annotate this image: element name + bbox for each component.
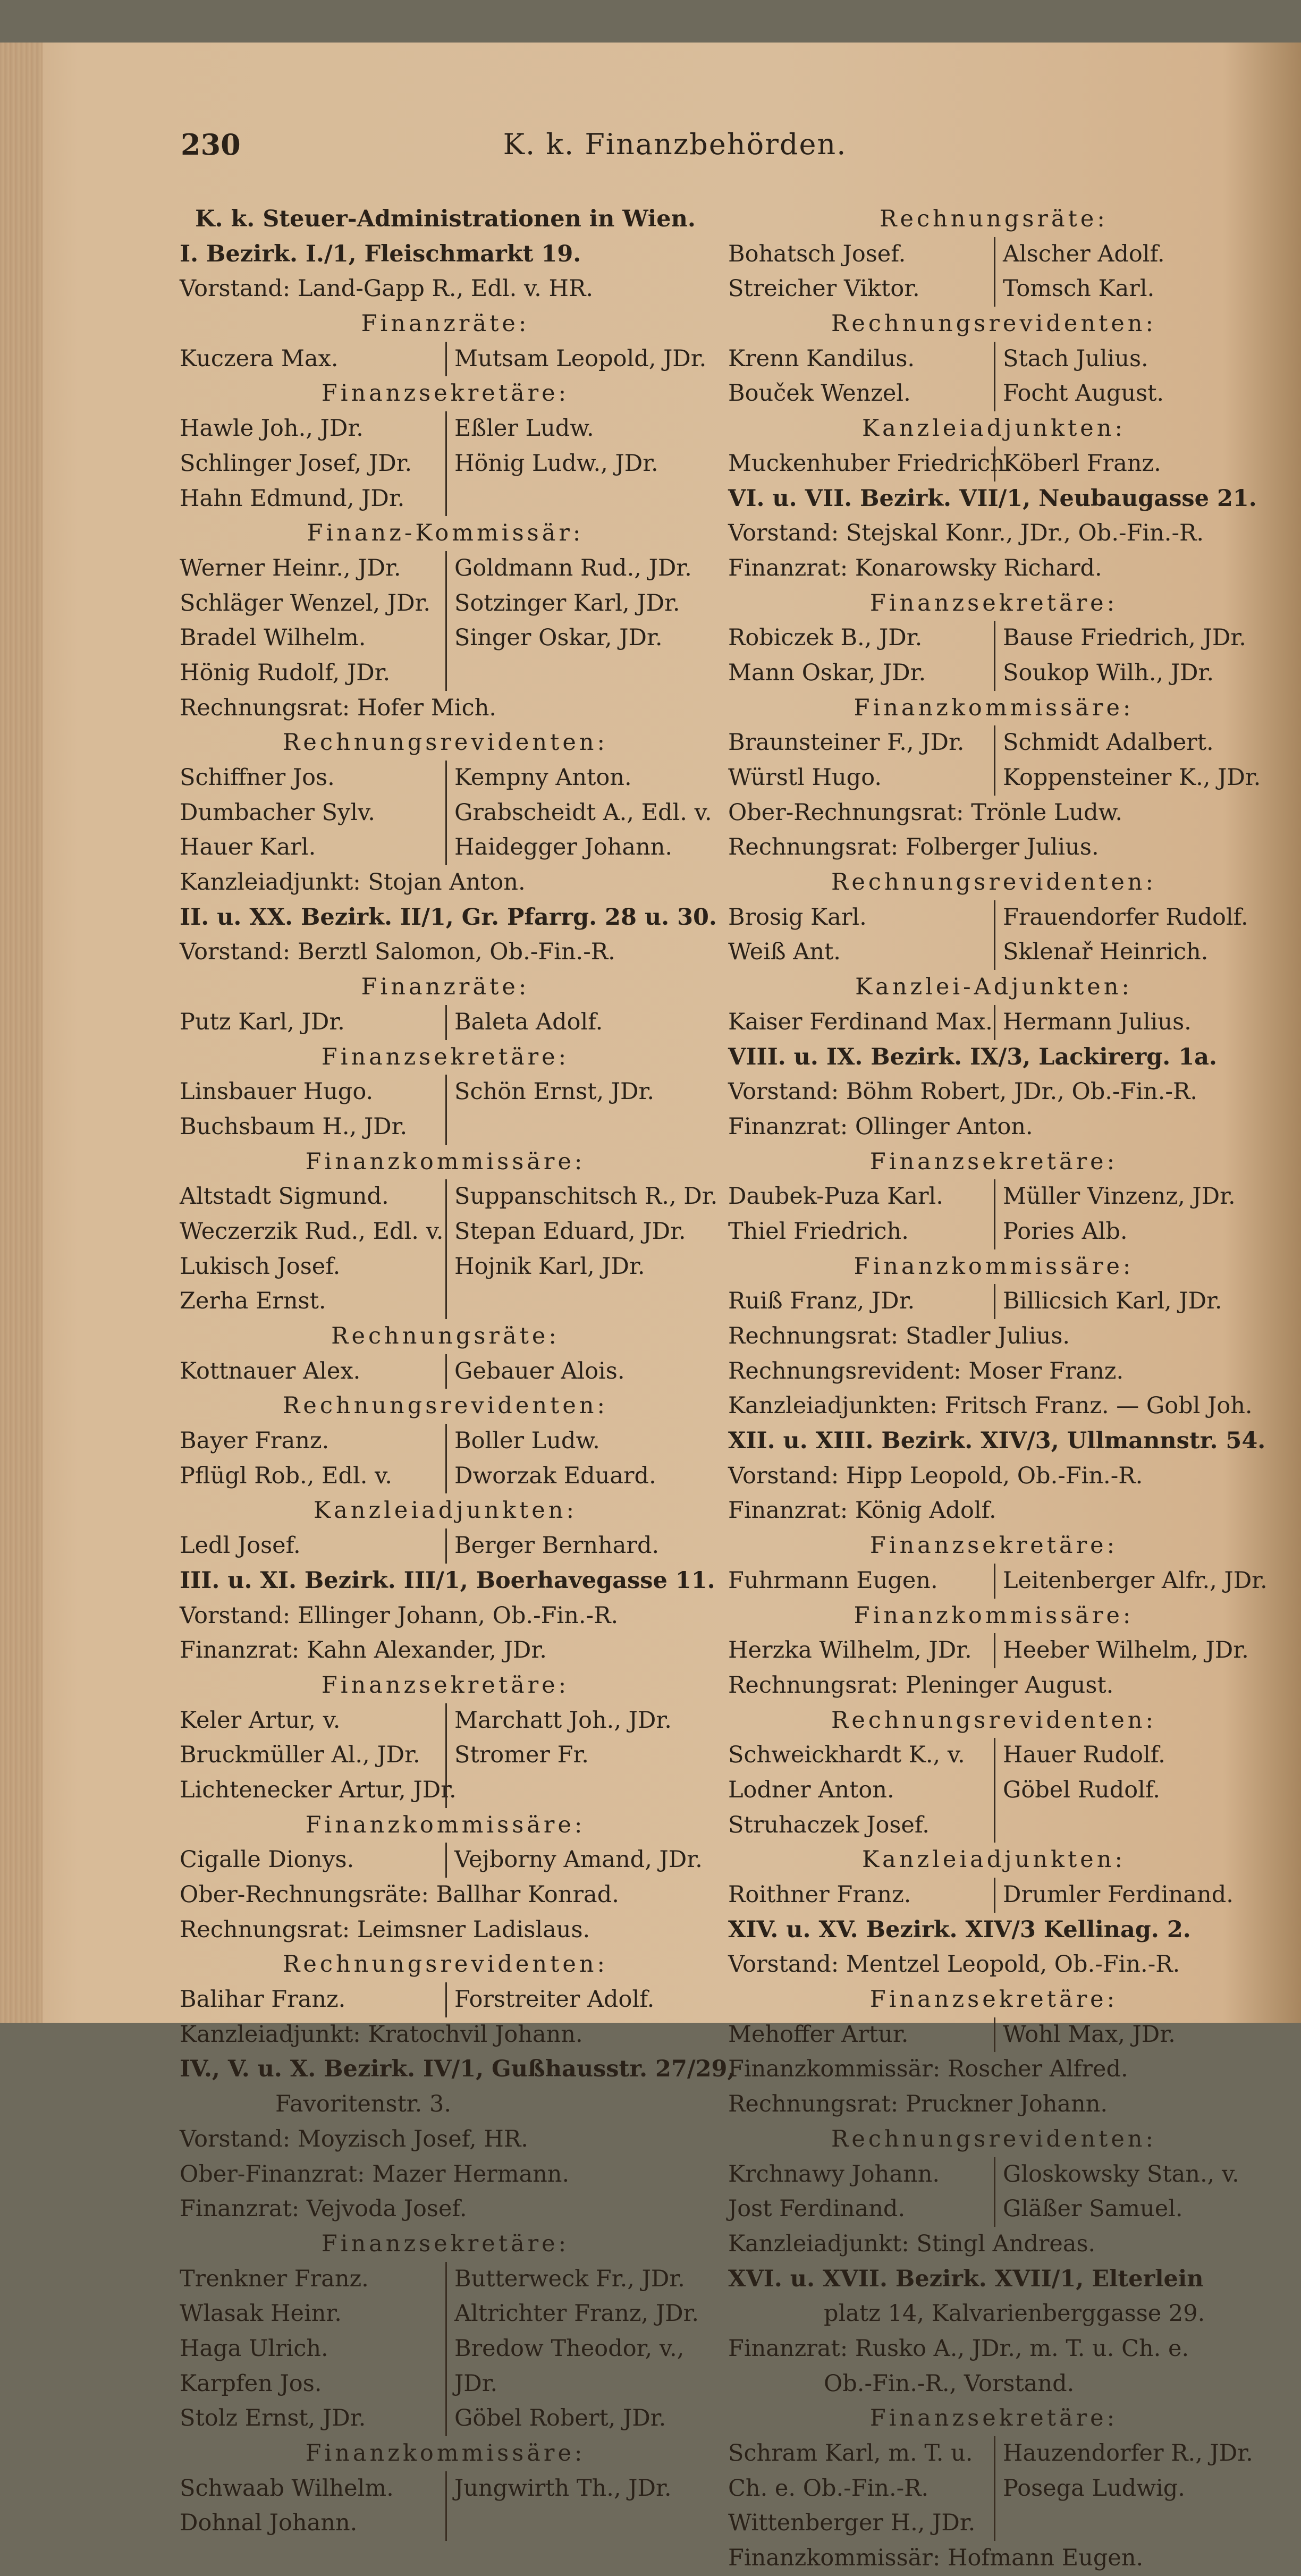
entry-right: Heeber Wilhelm, JDr. (994, 1633, 1260, 1668)
entry-left: Schlinger Josef, JDr. (180, 450, 412, 477)
name-row (180, 796, 711, 831)
name-row (728, 621, 1260, 656)
name-row (180, 1459, 711, 1494)
entry-left: Hahn Edmund, JDr. (180, 485, 405, 512)
text-line: Vorstand: Böhm Robert, JDr., Ob.-Fin.-R. (728, 1078, 1197, 1105)
name-row (180, 1179, 718, 1214)
entry-right: Jungwirth Th., JDr. (445, 2471, 711, 2506)
name-row (180, 551, 711, 586)
continuation-line: platz 14, Kalvarienberggasse 29. (824, 2300, 1205, 2327)
text-line: Ober-Rechnungsrat: Trönle Ludw. (728, 799, 1123, 826)
entry-right: Dworzak Eduard. (445, 1459, 711, 1494)
page-number: 230 (181, 128, 241, 162)
entry-right: Marchatt Joh., JDr. (445, 1703, 711, 1738)
category-heading: Finanzkommissäre: (854, 1602, 1134, 1629)
name-row (180, 761, 711, 796)
entry-left: Mehoffer Artur. (728, 2021, 909, 2048)
district-heading: II. u. XX. Bezirk. II/1, Gr. Pfarrg. 28 u. 30. (180, 903, 717, 931)
entry-left: Bohatsch Josef. (728, 240, 906, 267)
district-heading: I. Bezirk. I./1, Fleischmarkt 19. (180, 240, 581, 267)
category-heading: Finanzsekretäre: (321, 1043, 570, 1070)
category-heading: Finanzsekretäre: (321, 2230, 570, 2257)
name-row (728, 2017, 1260, 2053)
category-heading: Kanzleiadjunkten: (862, 415, 1126, 442)
entry-left: Braunsteiner F., JDr. (728, 729, 965, 756)
name-row (180, 1005, 711, 1040)
entry-left: Roithner Franz. (728, 1881, 911, 1908)
entry-left: Ruiß Franz, JDr. (728, 1288, 915, 1315)
district-heading: III. u. XI. Bezirk. III/1, Boerhavegasse 11. (180, 1567, 715, 1594)
entry-left: Streicher Viktor. (728, 275, 920, 302)
entry-right: Eßler Ludw. (445, 411, 711, 446)
text-line: Rechnungsrat: Pruckner Johann. (728, 2091, 1108, 2118)
entry-right: Hojnik Karl, JDr. (445, 1249, 711, 1285)
name-row (728, 2192, 1260, 2227)
entry-right: Sklenař Heinrich. (994, 935, 1260, 970)
name-row (180, 1528, 711, 1564)
entry-right: Koppensteiner K., JDr. (994, 761, 1260, 796)
name-row (180, 1354, 711, 1389)
entry-left: Bayer Franz. (180, 1428, 330, 1455)
district-heading: XIV. u. XV. Bezirk. XIV/3 Kellinag. 2. (728, 1916, 1191, 1943)
category-heading: Rechnungsrevidenten: (831, 869, 1156, 896)
name-row (728, 1005, 1260, 1040)
entry-right: Posega Ludwig. (994, 2471, 1260, 2506)
entry-left: Robiczek B., JDr. (728, 624, 923, 652)
entry-right: Wohl Max, JDr. (994, 2017, 1260, 2053)
text-line: Kanzleiadjunkt: Stojan Anton. (180, 869, 526, 896)
category-heading: Finanzsekretäre: (321, 1671, 570, 1699)
text-line: Rechnungsrat: Hofer Mich. (180, 694, 497, 721)
entry-left: Kuczera Max. (180, 345, 339, 372)
entry-left: Schram Karl, m. T. u. (728, 2440, 973, 2467)
entry-left: Pflügl Rob., Edl. v. (180, 1462, 392, 1489)
entry-left: Wlasak Heinr. (180, 2300, 342, 2327)
entry-left: Wittenberger H., JDr. (728, 2510, 976, 2537)
entry-right: Stach Julius. (994, 342, 1260, 377)
name-row (728, 376, 1260, 411)
entry-right (445, 2506, 711, 2541)
category-heading: Finanzkommissäre: (854, 1253, 1134, 1280)
entry-left: Brosig Karl. (728, 903, 867, 931)
entry-right: Berger Bernhard. (445, 1528, 711, 1564)
entry-right: Stromer Fr. (445, 1738, 711, 1773)
entry-right: Gebauer Alois. (445, 1354, 711, 1389)
entry-left: Daubek-Puza Karl. (728, 1183, 943, 1210)
text-line: Rechnungsrat: Stadler Julius. (728, 1323, 1070, 1349)
left-column (180, 202, 736, 2541)
name-row (180, 1703, 711, 1738)
entry-right: Pories Alb. (994, 1214, 1260, 1249)
entry-left: Thiel Friedrich. (728, 1218, 909, 1245)
entry-left: Krenn Kandilus. (728, 345, 915, 372)
entry-left: Schweickhardt K., v. (728, 1742, 965, 1769)
name-row (728, 272, 1260, 307)
entry-right: Baleta Adolf. (445, 1005, 711, 1040)
entry-right: Kempny Anton. (445, 761, 711, 796)
text-line: Finanzrat: Rusko A., JDr., m. T. u. Ch. e. (728, 2335, 1189, 2362)
name-row (728, 1878, 1260, 1913)
category-heading: Rechnungsrevidenten: (283, 1951, 608, 1978)
section-title: K. k. Steuer-Administrationen in Wien. (195, 206, 696, 232)
entry-left: Cigalle Dionys. (180, 1846, 354, 1873)
district-heading: VIII. u. IX. Bezirk. IX/3, Lackirerg. 1a. (728, 1043, 1217, 1070)
name-row (180, 482, 711, 517)
entry-right: Goldmann Rud., JDr. (445, 551, 711, 586)
entry-left: Buchsbaum H., JDr. (180, 1113, 408, 1140)
category-heading: Finanzsekretäre: (869, 589, 1118, 616)
name-row (180, 586, 711, 621)
name-row (728, 656, 1260, 691)
text-line: Ober-Rechnungsräte: Ballhar Konrad. (180, 1881, 619, 1908)
entry-left: Stolz Ernst, JDr. (180, 2405, 366, 2432)
entry-right: Sotzinger Karl, JDr. (445, 586, 711, 621)
entry-left: Balihar Franz. (180, 1986, 346, 2013)
entry-right: Singer Oskar, JDr. (445, 621, 711, 656)
running-head: K. k. Finanzbehörden. (503, 128, 847, 161)
entry-left: Schwaab Wilhelm. (180, 2474, 394, 2502)
text-line: Rechnungsrevident: Moser Franz. (728, 1357, 1124, 1384)
name-row (180, 2296, 711, 2332)
text-line: Kanzleiadjunkt: Stingl Andreas. (728, 2230, 1096, 2257)
category-heading: Rechnungsräte: (880, 206, 1108, 232)
entry-right: Tomsch Karl. (994, 272, 1260, 307)
name-row (728, 446, 1260, 482)
entry-left: Schläger Wenzel, JDr. (180, 589, 431, 616)
category-heading: Finanzsekretäre: (869, 1986, 1118, 2013)
name-row (728, 237, 1260, 272)
category-heading: Finanzräte: (361, 310, 530, 337)
entry-right: Göbel Rudolf. (994, 1773, 1260, 1808)
entry-left: Lukisch Josef. (180, 1253, 341, 1280)
name-row (728, 725, 1260, 761)
text-line: Kanzleiadjunkt: Kratochvil Johann. (180, 2021, 583, 2048)
name-row (728, 2471, 1260, 2506)
entry-right: Soukop Wilh., JDr. (994, 656, 1260, 691)
entry-left: Dohnal Johann. (180, 2510, 358, 2537)
page-header (181, 128, 1169, 175)
name-row (180, 2262, 711, 2297)
category-heading: Rechnungsrevidenten: (831, 2125, 1156, 2152)
entry-left: Haga Ulrich. (180, 2335, 328, 2362)
entry-right: Schmidt Adalbert. (994, 725, 1260, 761)
entry-left: Ch. e. Ob.-Fin.-R. (728, 2474, 929, 2502)
entry-left: Putz Karl, JDr. (180, 1008, 345, 1035)
text-line: Finanzkommissär: Hofmann Eugen. (728, 2545, 1144, 2572)
category-heading: Finanzkommissäre: (305, 1148, 586, 1175)
entry-right: Boller Ludw. (445, 1424, 711, 1459)
entry-left: Fuhrmann Eugen. (728, 1567, 938, 1594)
entry-right: Grabscheidt A., Edl. v. (445, 796, 711, 831)
entry-left: Bruckmüller Al., JDr. (180, 1742, 420, 1769)
name-row (180, 1075, 711, 1110)
name-row (728, 1808, 1260, 1843)
entry-right: Vejborny Amand, JDr. (445, 1843, 711, 1878)
name-row (728, 2436, 1260, 2471)
entry-right: Göbel Robert, JDr. (445, 2401, 711, 2436)
entry-right: Leitenberger Alfr., JDr. (994, 1564, 1260, 1599)
entry-right: Butterweck Fr., JDr. (445, 2262, 711, 2297)
entry-left: Kottnauer Alex. (180, 1357, 361, 1384)
district-heading: XVI. u. XVII. Bezirk. XVII/1, Elterlein (728, 2265, 1204, 2292)
entry-left: Altstadt Sigmund. (180, 1183, 389, 1210)
category-heading: Rechnungsrevidenten: (831, 310, 1156, 337)
name-row (728, 935, 1260, 970)
text-line: Vorstand: Berztl Salomon, Ob.-Fin.-R. (180, 939, 615, 966)
name-row (180, 342, 711, 377)
name-row (180, 2401, 711, 2436)
name-row (180, 411, 711, 446)
category-heading: Finanzkommissäre: (305, 2440, 586, 2467)
category-heading: Rechnungsrevidenten: (283, 729, 608, 756)
name-row (180, 656, 711, 691)
entry-right: Hermann Julius. (994, 1005, 1260, 1040)
district-heading: XII. u. XIII. Bezirk. XIV/3, Ullmannstr. 54. (728, 1428, 1266, 1455)
name-row (180, 621, 711, 656)
category-heading: Rechnungsrevidenten: (831, 1707, 1156, 1734)
entry-left: Jost Ferdinand. (728, 2195, 906, 2223)
name-row (728, 2157, 1260, 2192)
entry-left: Zerha Ernst. (180, 1288, 326, 1315)
right-column (728, 202, 1268, 2576)
entry-right: Hauer Rudolf. (994, 1738, 1260, 1773)
category-heading: Kanzleiadjunkten: (862, 1846, 1126, 1873)
category-heading: Finanzräte: (361, 974, 530, 1001)
name-row (180, 446, 711, 482)
entry-left: Karpfen Jos. (180, 2370, 322, 2397)
entry-right (445, 482, 711, 517)
text-line: Ober-Finanzrat: Mazer Hermann. (180, 2160, 570, 2188)
name-row (728, 1284, 1260, 1319)
name-row (180, 1773, 711, 1808)
entry-left: Weiß Ant. (728, 939, 841, 966)
name-row (728, 761, 1260, 796)
entry-left: Bradel Wilhelm. (180, 624, 366, 652)
entry-right: Suppanschitsch R., Dr. (445, 1179, 711, 1214)
name-row (728, 1179, 1260, 1214)
entry-right: Billicsich Karl, JDr. (994, 1284, 1260, 1319)
entry-left: Bouček Wenzel. (728, 380, 911, 407)
entry-right: JDr. (445, 2367, 711, 2402)
entry-left: Würstl Hugo. (728, 764, 882, 791)
entry-right: Altrichter Franz, JDr. (445, 2296, 711, 2332)
entry-left: Ledl Josef. (180, 1532, 301, 1559)
name-row (728, 1214, 1260, 1249)
name-row (180, 1843, 711, 1878)
district-heading: IV., V. u. X. Bezirk. IV/1, Gußhausstr. 27/29, (180, 2056, 736, 2083)
category-heading: Finanzkommissäre: (305, 1811, 586, 1838)
entry-right (994, 1808, 1260, 1843)
entry-left: Kaiser Ferdinand Max. (728, 1008, 993, 1035)
entry-left: Weczerzik Rud., Edl. v. (180, 1218, 444, 1245)
entry-right: Gläßer Samuel. (994, 2192, 1260, 2227)
entry-right (994, 2506, 1260, 2541)
entry-right: Köberl Franz. (994, 446, 1260, 482)
text-line: Finanzrat: Vejvoda Josef. (180, 2195, 467, 2223)
entry-left: Schiffner Jos. (180, 764, 335, 791)
text-line: Vorstand: Hipp Leopold, Ob.-Fin.-R. (728, 1462, 1143, 1489)
category-heading: Finanzsekretäre: (321, 380, 570, 407)
entry-left: Werner Heinr., JDr. (180, 554, 401, 581)
name-row (180, 1424, 711, 1459)
entry-left: Krchnawy Johann. (728, 2160, 940, 2188)
name-row (728, 2506, 1260, 2541)
text-line: Vorstand: Ellinger Johann, Ob.-Fin.-R. (180, 1602, 619, 1629)
name-row (180, 1214, 711, 1249)
entry-left: Dumbacher Sylv. (180, 799, 375, 826)
text-line: Kanzleiadjunkten: Fritsch Franz. — Gobl Joh. (728, 1392, 1253, 1420)
name-row (180, 1738, 711, 1773)
continuation-line: Favoritenstr. 3. (275, 2091, 452, 2118)
name-row (180, 2471, 711, 2506)
entry-right: Bause Friedrich, JDr. (994, 621, 1260, 656)
entry-left: Struhaczek Josef. (728, 1811, 930, 1838)
entry-left: Hawle Joh., JDr. (180, 415, 364, 442)
entry-right (445, 1110, 711, 1145)
continuation-line: Ob.-Fin.-R., Vorstand. (824, 2370, 1075, 2397)
name-row (180, 1249, 711, 1285)
entry-right: Forstreiter Adolf. (445, 1982, 711, 2017)
name-row (180, 1110, 711, 1145)
page-gutter (0, 43, 43, 2023)
entry-right: Hauzendorfer R., JDr. (994, 2436, 1260, 2471)
entry-right: Alscher Adolf. (994, 237, 1260, 272)
book-page (0, 43, 1301, 2572)
category-heading: Finanzsekretäre: (869, 1148, 1118, 1175)
text-line: Finanzrat: Ollinger Anton. (728, 1113, 1033, 1140)
name-row (180, 1982, 711, 2017)
entry-right: Hönig Ludw., JDr. (445, 446, 711, 482)
name-row (728, 1633, 1260, 1668)
entry-left: Herzka Wilhelm, JDr. (728, 1637, 972, 1664)
entry-right: Mutsam Leopold, JDr. (445, 342, 711, 377)
entry-right: Gloskowsky Stan., v. (994, 2157, 1260, 2192)
text-line: Vorstand: Mentzel Leopold, Ob.-Fin.-R. (728, 1951, 1180, 1978)
entry-left: Mann Oskar, JDr. (728, 659, 926, 686)
entry-right: Haidegger Johann. (445, 830, 711, 865)
entry-right: Drumler Ferdinand. (994, 1878, 1260, 1913)
entry-right: Schön Ernst, JDr. (445, 1075, 711, 1110)
entry-right (445, 1773, 711, 1808)
text-line: Rechnungsrat: Folberger Julius. (728, 834, 1099, 861)
entry-right: Bredow Theodor, v., (445, 2332, 711, 2367)
district-heading: VI. u. VII. Bezirk. VII/1, Neubaugasse 21. (728, 485, 1257, 512)
text-line: Rechnungsrat: Pleninger August. (728, 1671, 1114, 1699)
category-heading: Kanzleiadjunkten: (314, 1497, 577, 1524)
name-row (180, 2506, 711, 2541)
text-line: Finanzrat: Konarowsky Richard. (728, 554, 1102, 581)
entry-right (445, 656, 711, 691)
category-heading: Finanzsekretäre: (869, 2405, 1118, 2432)
text-line: Finanzrat: Kahn Alexander, JDr. (180, 1637, 547, 1664)
text-line: Vorstand: Land-Gapp R., Edl. v. HR. (180, 275, 594, 302)
entry-right: Focht August. (994, 376, 1260, 411)
entry-left: Lodner Anton. (728, 1776, 894, 1803)
text-line: Vorstand: Stejskal Konr., JDr., Ob.-Fin.-R. (728, 520, 1204, 547)
text-line: Vorstand: Moyzisch Josef, HR. (180, 2125, 528, 2152)
name-row (180, 830, 711, 865)
text-line: Finanzkommissär: Roscher Alfred. (728, 2056, 1128, 2083)
name-row (728, 1738, 1260, 1773)
category-heading: Finanz-Kommissär: (307, 520, 584, 547)
name-row (180, 2367, 711, 2402)
name-row (728, 900, 1260, 935)
entry-right: Müller Vinzenz, JDr. (994, 1179, 1260, 1214)
entry-left: Muckenhuber Friedrich. (728, 450, 1012, 477)
name-row (728, 1564, 1268, 1599)
category-heading: Rechnungsrevidenten: (283, 1392, 608, 1420)
entry-left: Trenkner Franz. (180, 2265, 369, 2292)
entry-right: Frauendorfer Rudolf. (994, 900, 1260, 935)
name-row (180, 1284, 711, 1319)
category-heading: Rechnungsräte: (331, 1323, 560, 1349)
category-heading: Finanzkommissäre: (854, 694, 1134, 721)
entry-right: Stepan Eduard, JDr. (445, 1214, 711, 1249)
name-row (728, 1773, 1260, 1808)
text-line: Finanzrat: König Adolf. (728, 1497, 996, 1524)
text-line: Rechnungsrat: Leimsner Ladislaus. (180, 1916, 590, 1943)
name-row (180, 2332, 711, 2367)
category-heading: Finanzsekretäre: (869, 1532, 1118, 1559)
entry-left: Linsbauer Hugo. (180, 1078, 374, 1105)
name-row (728, 342, 1260, 377)
category-heading: Kanzlei-Adjunkten: (855, 974, 1133, 1001)
entry-left: Hauer Karl. (180, 834, 316, 861)
entry-left: Lichtenecker Artur, JDr. (180, 1776, 457, 1803)
entry-right (445, 1284, 711, 1319)
entry-left: Hönig Rudolf, JDr. (180, 659, 391, 686)
entry-left: Keler Artur, v. (180, 1707, 341, 1734)
